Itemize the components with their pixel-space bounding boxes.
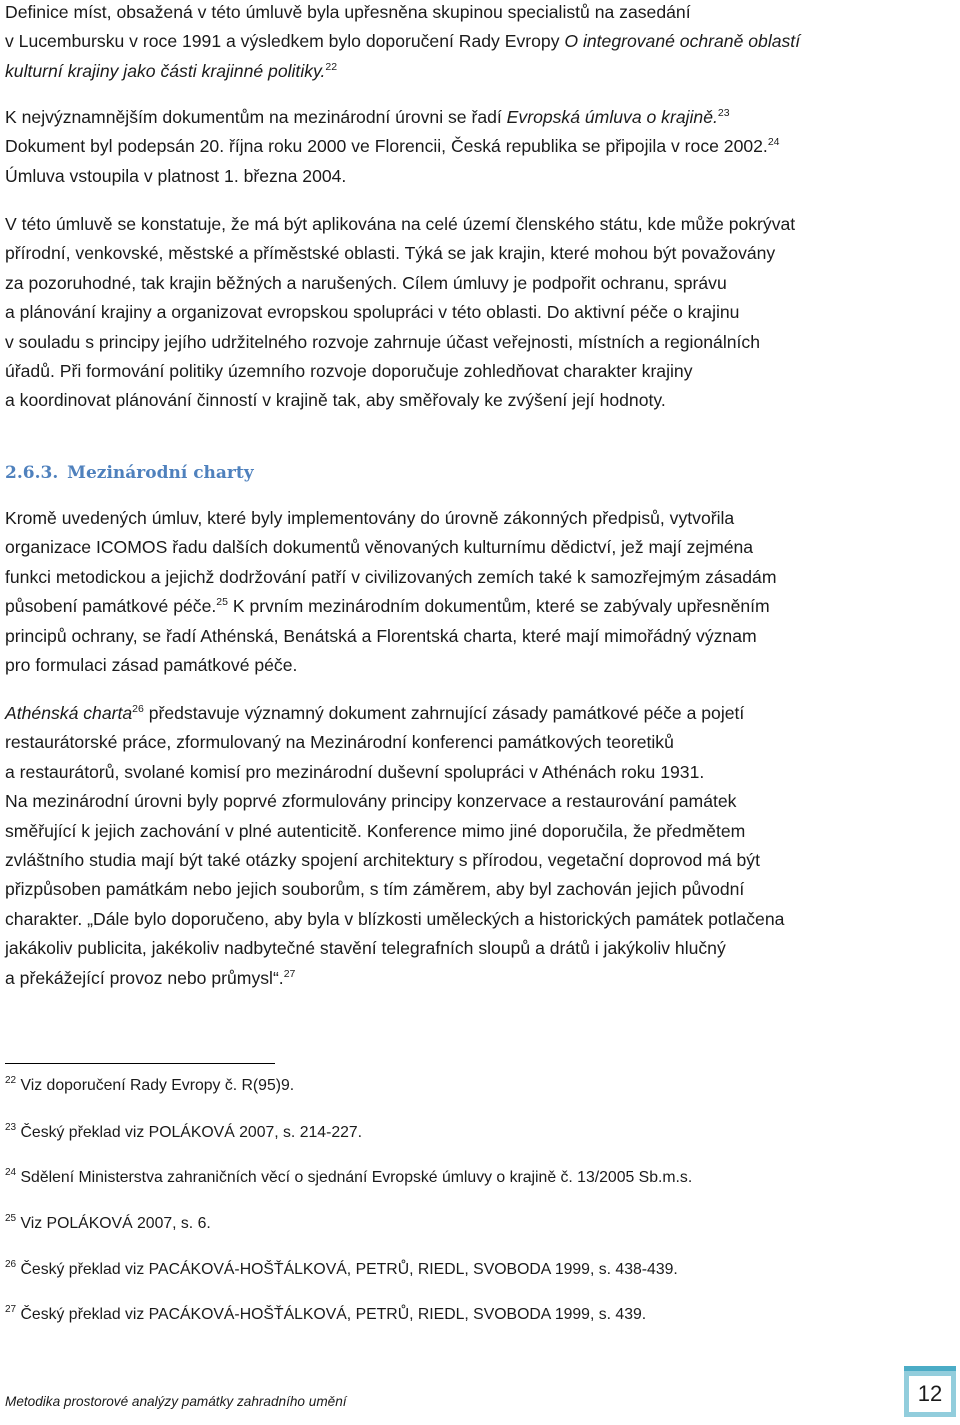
text-line: jakákoliv publicita, jakékoliv nadbytečné stavění telegrafních sloupů a drátů i jakýkoliv hlučný: [5, 938, 726, 959]
section-number: 2.6.3.: [5, 463, 59, 483]
footnote-number: 24: [5, 1167, 17, 1178]
footnote-text: Český překlad viz PACÁKOVÁ-HOŠŤÁLKOVÁ, PETRŮ, RIEDL, SVOBODA 1999, s. 439.: [16, 1306, 647, 1323]
footnote-ref[interactable]: 22: [325, 60, 338, 73]
footnote-text: Viz doporučení Rady Evropy č. R(95)9.: [16, 1077, 295, 1094]
text-line: Dokument byl podepsán 20. října roku 2000 ve Florencii, Česká republika se připojila v roce 2002.24: [5, 136, 780, 157]
footnote-number: 23: [5, 1122, 17, 1133]
paragraph-athens-charter: [5, 699, 865, 993]
text-line: K nejvýznamnějším dokumentům na mezinárodní úrovni se řadí Evropská úmluva o krajině.$^{23}$: [5, 107, 730, 127]
text-line: restaurátorské práce, zformulovaný na Mezinárodní konferenci památkových teoretiků: [5, 732, 674, 753]
text-line: funkci metodickou a jejichž dodržování patří v civilizovaných zemích také k samozřejmým zásadám: [5, 566, 777, 587]
italic-title: O integrované ochraně oblastí: [564, 31, 801, 52]
text-line: a plánování krajiny a organizovat evropskou spolupráci v této oblasti. Do aktivní péče o krajinu: [5, 302, 740, 323]
text-line: působení památkové péče.$^{25}$ K prvním mezinárodním dokumentům, které se zabývaly upřesněním: [5, 596, 770, 617]
footnote-number: 26: [5, 1259, 17, 1270]
italic-title: Evropská úmluva o krajině.: [506, 107, 718, 127]
footnote-ref[interactable]: 27: [283, 967, 296, 980]
text-line: Athénská charta$^{26}$ představuje významný dokument zahrnující zásady památkové péče a pojetí: [5, 703, 745, 723]
text-line: zvláštního studia mají být také otázky spojení architektury s přírodou, vegetační doprovod má být: [5, 849, 760, 870]
footnote: [5, 1213, 865, 1235]
paragraph-convention-scope: [5, 210, 865, 416]
text-line: za pozoruhodné, tak krajin běžných a narušených. Cílem úmluvy je podpořit ochranu, správu: [5, 272, 727, 293]
text-line: Na mezinárodní úrovni byly poprvé zformulovány principy konzervace a restaurování památek: [5, 791, 737, 812]
footnote-ref[interactable]: 24: [767, 136, 780, 149]
footnote-number: 25: [5, 1213, 17, 1224]
text-line: a koordinovat plánování činností v krajině tak, aby směřovaly ke zvýšení její hodnoty.: [5, 390, 666, 411]
text-line: a překážející provoz nebo průmysl“.$^{27}$: [5, 967, 296, 988]
text-line: Úmluva vstoupila v platnost 1. března 2004.: [5, 165, 347, 186]
italic-title: Athénská charta: [5, 703, 133, 723]
text-line: principů ochrany, se řadí Athénská, Benátská a Florentská charta, které mají mimořádný význam: [5, 625, 757, 646]
text-line: a restaurátorů, svolané komisí pro mezinárodní duševní spolupráci v Athénách roku 1931.: [5, 761, 705, 782]
text-line: v souladu s principy jejího udržitelného rozvoje zahrnuje účast veřejnosti, místních a regionálních: [5, 331, 760, 352]
section-title: Mezinárodní charty: [67, 463, 254, 483]
footnote-ref[interactable]: 23: [717, 107, 730, 119]
footnote-number: 27: [5, 1304, 17, 1315]
text-line: [5, 57, 865, 86]
text-line: úřadů. Při formování politiky územního rozvoje doporučuje zohledňovat charakter krajiny: [5, 360, 693, 381]
text-line: směřující k jejich zachování v plné autenticitě. Konference mimo jiné doporučila, že předmětem: [5, 820, 746, 841]
footnote: [5, 1075, 865, 1097]
text-line: Kromě uvedených úmluv, které byly implementovány do úrovně zákonných předpisů, vytvořila: [5, 508, 735, 528]
text-line: charakter. „Dále bylo doporučeno, aby byla v blízkosti uměleckých a historických památek potlačena: [5, 908, 785, 929]
footnote-text: Sdělení Ministerstva zahraničních věcí o sjednání Evropské úmluvy o krajině č. 13/2005 Sb.m.s.: [16, 1169, 693, 1186]
text-line: Definice míst, obsažená v této úmluvě byla upřesněna skupinou specialistů na zasedání: [5, 2, 691, 22]
italic-title: kulturní krajiny jako části krajinné politiky.: [5, 60, 326, 81]
footnote-ref[interactable]: 25: [216, 596, 228, 609]
text-line: v Lucembursku v roce 1991 a výsledkem bylo doporučení Rady Evropy O integrované ochraně oblastí: [5, 31, 801, 52]
footer-title: Metodika prostorové analýzy památky zahradního umění: [5, 1394, 347, 1409]
text-line: přírodní, venkovské, městské a příměstské oblasti. Týká se jak krajin, které mohou být považovány: [5, 243, 776, 264]
footnote-text: Český překlad viz POLÁKOVÁ 2007, s. 214-227.: [16, 1124, 363, 1141]
paragraph-landscape-definition: [5, 0, 865, 86]
section-heading: [5, 459, 254, 487]
footnote: [5, 1304, 865, 1326]
text-line: pro formulaci zásad památkové péče.: [5, 654, 298, 675]
footnote-number: 22: [5, 1075, 17, 1086]
footnote-text: Český překlad viz PACÁKOVÁ-HOŠŤÁLKOVÁ, PETRŮ, RIEDL, SVOBODA 1999, s. 438-439.: [16, 1261, 678, 1278]
footnote: [5, 1122, 865, 1144]
page-number: 12: [904, 1371, 956, 1417]
paragraph-european-convention: [5, 103, 865, 191]
text-line: přizpůsoben památkám nebo jejich souborům, s tím záměrem, aby byl zachován jejich původní: [5, 879, 745, 900]
text-line: V této úmluvě se konstatuje, že má být aplikována na celé území členského státu, kde může pokrývat: [5, 214, 796, 234]
footnote-separator: [5, 1063, 275, 1064]
footnote-text: Viz POLÁKOVÁ 2007, s. 6.: [16, 1215, 211, 1232]
text-line: organizace ICOMOS řadu dalších dokumentů věnovaných kulturnímu dědictví, jež mají zejména: [5, 537, 754, 558]
footnote: [5, 1259, 865, 1281]
footnote: [5, 1167, 865, 1189]
footnote-ref[interactable]: 26: [132, 703, 144, 715]
paragraph-icomos: [5, 504, 865, 680]
